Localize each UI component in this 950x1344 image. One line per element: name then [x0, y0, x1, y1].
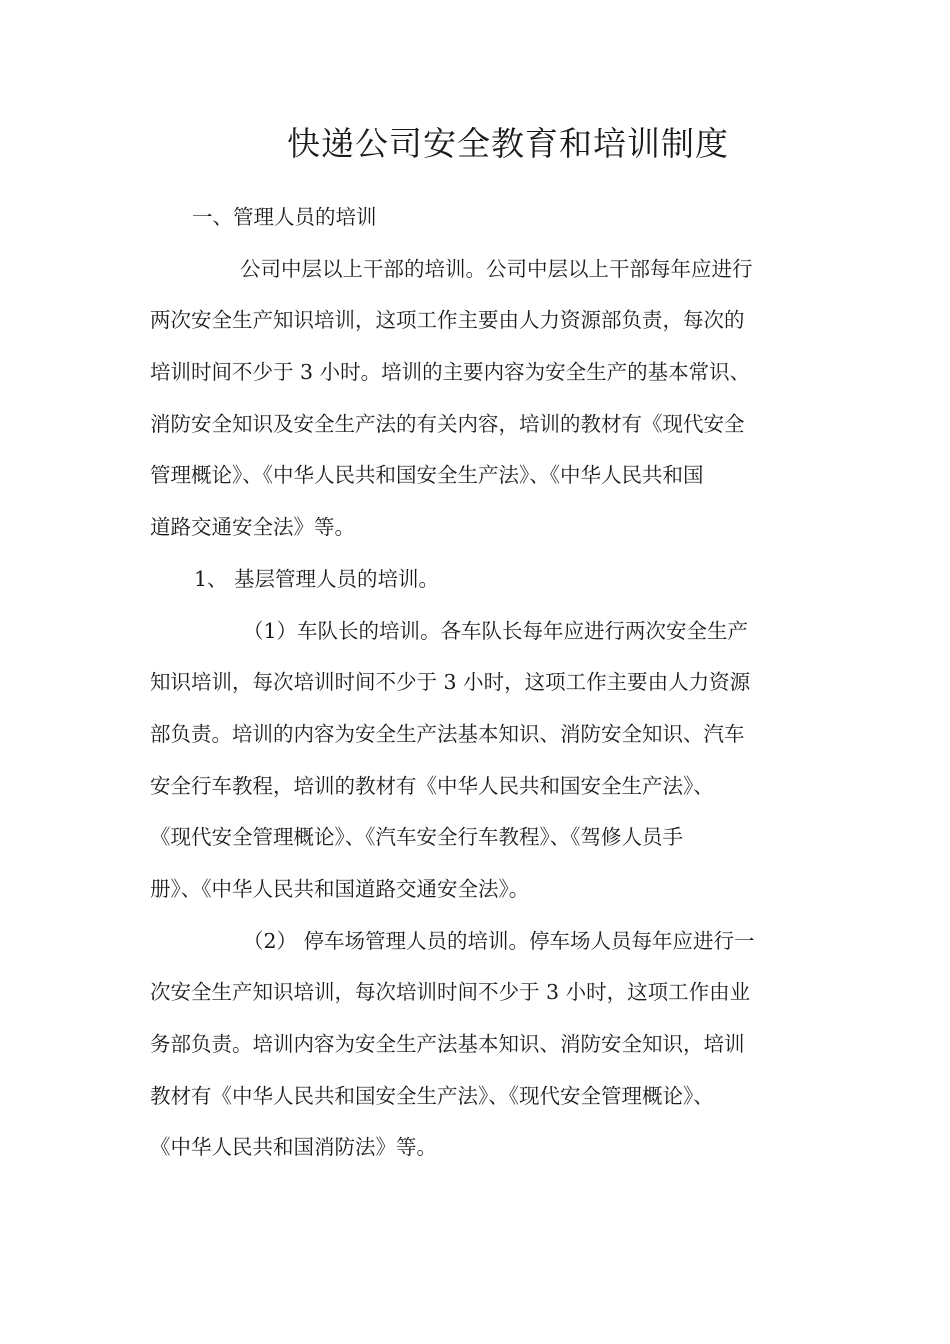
document-title: 快递公司安全教育和培训制度 — [287, 124, 729, 163]
numbered-heading: 1、 基层管理人员的培训。 — [194, 566, 440, 591]
document-body — [150, 192, 798, 1174]
paragraph-line: 务部负责。培训内容为安全生产法基本知识、消防安全知识，培训 — [150, 1032, 745, 1056]
paragraph-line: 教材有《中华人民共和国安全生产法》、《现代安全管理概论》、 — [150, 1083, 714, 1108]
section-heading: 一、管理人员的培训 — [192, 205, 377, 229]
paragraph-line: 知识培训，每次培训时间不少于 3 小时，这项工作主要由人力资源 — [150, 670, 751, 695]
paragraph-line: 消防安全知识及安全生产法的有关内容，培训的教材有《现代安全 — [150, 411, 745, 436]
paragraph-line: 两次安全生产知识培训，这项工作主要由人力资源部负责，每次的 — [150, 308, 745, 333]
paragraph-line: 道路交通安全法》等。 — [150, 515, 355, 540]
paragraph-line: 《现代安全管理概论》、《汽车安全行车教程》、《驾修人员手 — [150, 825, 683, 850]
paragraph-line: 《中华人民共和国消防法》等。 — [150, 1135, 437, 1160]
paragraph-line: 册》、《中华人民共和国道路交通安全法》。 — [150, 876, 530, 901]
paragraph-line: 培训时间不少于 3 小时。培训的主要内容为安全生产的基本常识、 — [150, 360, 751, 385]
paragraph-line: 安全行车教程，培训的教材有《中华人民共和国安全生产法》、 — [150, 773, 714, 798]
paragraph-line: （1）车队长的培训。各车队长每年应进行两次安全生产 — [243, 618, 749, 643]
paragraph-line: （2） 停车场管理人员的培训。停车场人员每年应进行一 — [243, 928, 755, 953]
paragraph-line: 公司中层以上干部的培训。公司中层以上干部每年应进行 — [240, 256, 753, 281]
paragraph-line: 次安全生产知识培训，每次培训时间不少于 3 小时，这项工作由业 — [150, 980, 751, 1005]
paragraph-line: 管理概论》、《中华人民共和国安全生产法》、《中华人民共和国 — [150, 463, 704, 488]
paragraph-line: 部负责。培训的内容为安全生产法基本知识、消防安全知识、汽车 — [150, 721, 745, 746]
